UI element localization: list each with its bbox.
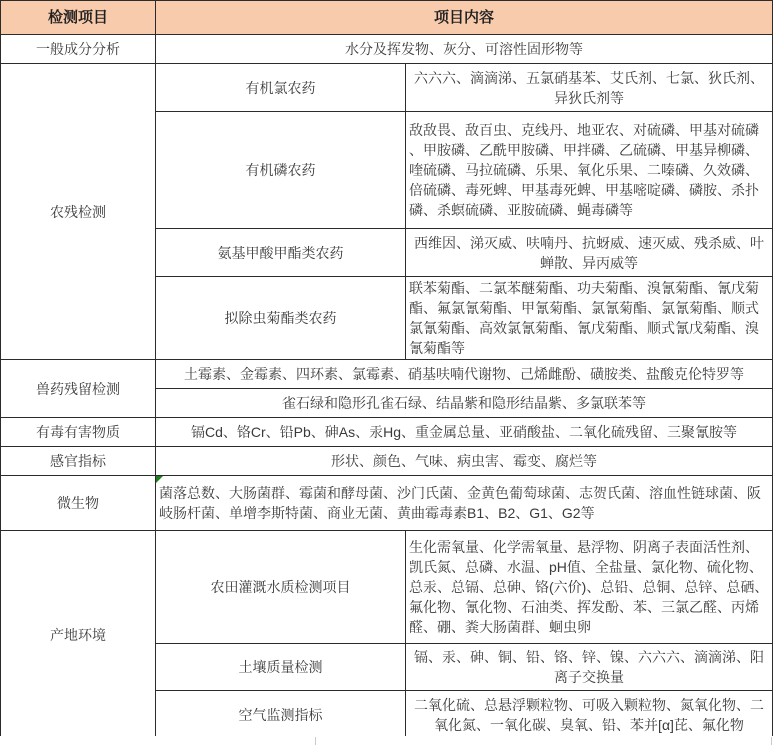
content-cell: 形状、颜色、气味、病虫害、霉变、腐烂等 (156, 447, 773, 476)
content-cell: 生化需氧量、化学需氧量、悬浮物、阴离子表面活性剂、凯氏氮、总磷、水温、pH值、全盐量、氯化物、硫化物、总汞、总镉、总砷、铬(六价)、总铅、总铜、总锌、总硒、氟化物、氰化物、石油类、挥发酚、苯、三氯乙醛、丙烯醛、硼、粪大肠菌群、蛔虫卵 (406, 531, 773, 644)
subcategory-cell: 农田灌溉水质检测项目 (156, 531, 406, 644)
category-cell: 一般成分分析 (1, 35, 156, 64)
gridline-stub (771, 737, 772, 745)
content-cell: 雀石绿和隐形孔雀石绿、结晶紫和隐形结晶紫、多氯联苯等 (156, 389, 773, 418)
content-cell (156, 476, 773, 531)
content-cell: 水分及挥发物、灰分、可溶性固形物等 (156, 35, 773, 64)
category-cell: 兽药残留检测 (1, 360, 156, 418)
subcategory-cell: 氨基甲酸甲酯类农药 (156, 229, 406, 277)
category-cell: 有毒有害物质 (1, 418, 156, 447)
comment-indicator-icon (156, 476, 163, 483)
gridline-stub (315, 737, 316, 745)
table-row (1, 360, 773, 389)
subcategory-cell: 有机氯农药 (156, 64, 406, 112)
content-cell: 西维因、涕灭威、呋喃丹、抗蚜威、速灭威、残杀威、叶蝉散、异丙威等 (406, 229, 773, 277)
subcategory-cell: 有机磷农药 (156, 112, 406, 229)
content-cell: 镉、汞、砷、铜、铅、铬、锌、镍、六六六、滴滴涕、阳离子交换量 (406, 644, 773, 691)
table-row (1, 35, 773, 64)
content-cell: 敌敌畏、敌百虫、克线丹、地亚农、对硫磷、甲基对硫磷、甲胺磷、乙酰甲胺磷、甲拌磷、乙硫磷、甲基异柳磷、喹硫磷、马拉硫磷、乐果、氧化乐果、二嗪磷、久效磷、倍硫磷、毒死蜱、甲基毒死蜱、甲基嘧啶磷、磷胺、杀扑磷、杀螟硫磷、亚胺硫磷、蝇毒磷等 (406, 112, 773, 229)
content-text: 菌落总数、大肠菌群、霉菌和酵母菌、沙门氏菌、金黄色葡萄球菌、志贺氏菌、溶血性链球菌、阪岐肠杆菌、单增李斯特菌、商业无菌、黄曲霉毒素B1、B2、G1、G2等 (159, 485, 761, 521)
category-cell: 感官指标 (1, 447, 156, 476)
category-cell: 产地环境 (1, 531, 156, 739)
subcategory-cell: 土壤质量检测 (156, 644, 406, 691)
partial-next-row (0, 736, 779, 746)
table-row (1, 64, 773, 112)
table-row (1, 476, 773, 531)
header-cell-detection-item: 检测项目 (1, 1, 156, 35)
subcategory-cell: 拟除虫菊酯类农药 (156, 277, 406, 360)
table-row (1, 531, 773, 644)
content-cell: 六六六、滴滴涕、五氯硝基苯、艾氏剂、七氯、狄氏剂、异狄氏剂等 (406, 64, 773, 112)
content-cell: 土霉素、金霉素、四环素、氯霉素、硝基呋喃代谢物、己烯雌酚、磺胺类、盐酸克伦特罗等 (156, 360, 773, 389)
header-cell-item-content: 项目内容 (156, 1, 773, 35)
category-cell: 微生物 (1, 476, 156, 531)
category-cell: 农残检测 (1, 64, 156, 360)
subcategory-cell: 空气监测指标 (156, 691, 406, 739)
table-row (1, 418, 773, 447)
content-cell: 镉Cd、铬Cr、铅Pb、砷As、汞Hg、重金属总量、亚硝酸盐、二氧化硫残留、三聚氰胺等 (156, 418, 773, 447)
header-row (1, 1, 773, 35)
table-row (1, 447, 773, 476)
content-cell: 联苯菊酯、二氯苯醚菊酯、功夫菊酯、溴氰菊酯、氰戊菊酯、氟氯氰菊酯、甲氰菊酯、氯氰菊酯、氯氰菊酯、顺式氯氰菊酯、高效氯氰菊酯、氰戊菊酯、顺式氰戊菊酯、溴氰菊酯等 (406, 277, 773, 360)
content-cell: 二氧化硫、总悬浮颗粒物、可吸入颗粒物、氮氧化物、二氧化氮、一氧化碳、臭氧、铅、苯并[α]芘、氟化物 (406, 691, 773, 739)
